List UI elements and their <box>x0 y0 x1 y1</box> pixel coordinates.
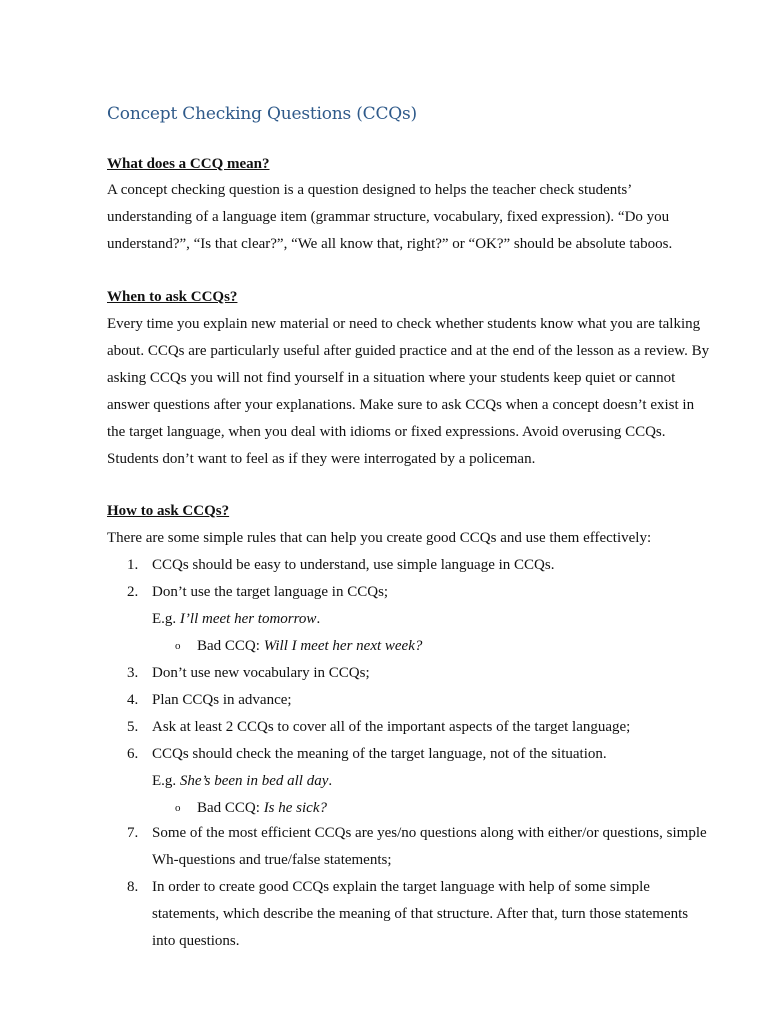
list-text <box>152 552 554 579</box>
list-line: Don’t use new vocabulary in CCQs; <box>152 665 370 681</box>
list-number: 3. <box>127 665 139 681</box>
paragraph-line: asking CCQs you will not find yourself in a situation where your students keep quiet or cannot <box>107 370 676 386</box>
list-text <box>152 820 707 874</box>
bad-ccq-line <box>175 633 422 660</box>
circle-bullet-icon: o <box>175 802 181 814</box>
paragraph-line: about. CCQs are particularly useful after guided practice and at the end of the lesson as a review. By <box>107 343 710 359</box>
example-line <box>152 768 332 795</box>
list-line: CCQs should be easy to understand, use simple language in CCQs. <box>152 557 555 573</box>
section-heading-meaning: What does a CCQ mean? <box>107 156 270 172</box>
list-line: into questions. <box>152 933 240 949</box>
paragraph-line: There are some simple rules that can help you create good CCQs and use them effectively: <box>107 530 652 546</box>
list-number: 1. <box>127 557 139 573</box>
bad-ccq-question: Is he sick? <box>263 800 327 816</box>
list-text <box>152 687 292 714</box>
list-text <box>152 714 630 741</box>
list-number: 4. <box>127 692 139 708</box>
paragraph-meaning <box>107 177 717 258</box>
list-line: Wh-questions and true/false statements; <box>152 852 392 868</box>
list-text <box>152 874 688 955</box>
bad-ccq-label: Bad CCQ: <box>197 638 264 654</box>
section-heading-how: How to ask CCQs? <box>107 503 230 519</box>
list-line: Don’t use the target language in CCQs; <box>152 584 389 600</box>
list-line: Some of the most efficient CCQs are yes/no questions along with either/or questions, simple <box>152 825 707 841</box>
paragraph-line: the target language, when you deal with idioms or fixed expressions. Avoid overusing CCQs. <box>107 424 666 440</box>
list-number: 7. <box>127 825 139 841</box>
example-sentence: I’ll meet her tomorrow <box>179 611 317 627</box>
paragraph-line: Every time you explain new material or need to check whether students know what you are talking <box>107 316 701 332</box>
paragraph-line: answer questions after your explanations. Make sure to ask CCQs when a concept doesn’t exist in <box>107 397 695 413</box>
list-line: Plan CCQs in advance; <box>152 692 292 708</box>
list-number: 6. <box>127 746 139 762</box>
paragraph-line: understanding of a language item (grammar structure, vocabulary, fixed expression). “Do you <box>107 209 670 225</box>
section-heading-when: When to ask CCQs? <box>107 289 238 305</box>
paragraph-line: A concept checking question is a question designed to helps the teacher check students’ <box>107 182 633 198</box>
paragraph-line: Students don’t want to feel as if they were interrogated by a policeman. <box>107 451 536 467</box>
list-line: CCQs should check the meaning of the target language, not of the situation. <box>152 746 607 762</box>
list-line: Ask at least 2 CCQs to cover all of the important aspects of the target language; <box>152 719 631 735</box>
example-prefix: E.g. <box>152 611 180 627</box>
list-text <box>152 741 607 768</box>
paragraph-when <box>107 311 717 473</box>
example-suffix: . <box>316 611 321 627</box>
bad-ccq-question: Will I meet her next week? <box>263 638 423 654</box>
example-line <box>152 606 320 633</box>
bad-ccq-label: Bad CCQ: <box>197 800 264 816</box>
list-number: 8. <box>127 879 139 895</box>
list-text <box>152 579 388 606</box>
circle-bullet-icon: o <box>175 640 181 652</box>
bad-ccq-line <box>175 795 327 822</box>
example-sentence: She’s been in bed all day <box>179 773 329 789</box>
paragraph-how-intro <box>107 525 717 552</box>
list-text <box>152 660 370 687</box>
list-line: In order to create good CCQs explain the target language with help of some simple <box>152 879 650 895</box>
example-prefix: E.g. <box>152 773 180 789</box>
paragraph-line: understand?”, “Is that clear?”, “We all know that, right?” or “OK?” should be absolute taboos. <box>107 236 673 252</box>
example-suffix: . <box>328 773 333 789</box>
list-number: 5. <box>127 719 139 735</box>
list-number: 2. <box>127 584 139 600</box>
list-line: statements, which describe the meaning of that structure. After that, turn those statements <box>152 906 689 922</box>
page-title: Concept Checking Questions (CCQs) <box>107 104 417 124</box>
